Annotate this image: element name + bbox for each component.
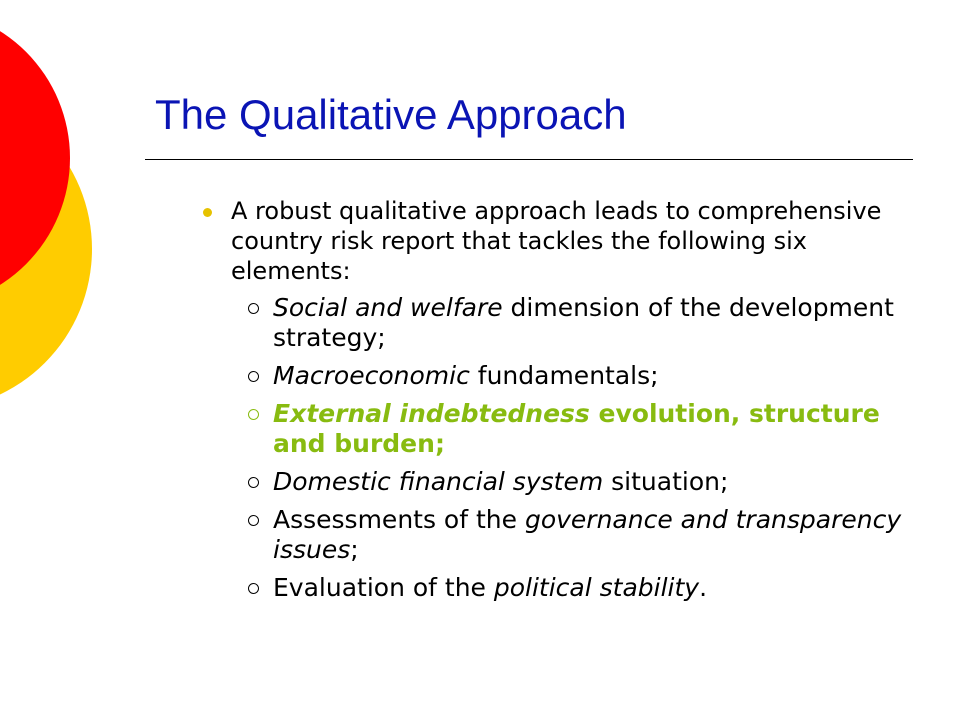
sub-point-text: dimension of the development strategy;: [273, 293, 894, 352]
sub-point-emphasis: Macroeconomic: [273, 361, 470, 390]
sub-point-text: situation;: [603, 467, 729, 496]
hollow-circle-bullet-icon: [248, 515, 259, 526]
sub-point-list: [245, 293, 915, 611]
sub-point-prefix: Assessments of the: [273, 505, 525, 534]
hollow-circle-bullet-icon: [248, 583, 259, 594]
hollow-circle-bullet-icon: [248, 371, 259, 382]
sub-point-macroeconomic: [245, 361, 915, 391]
sub-point-text: .: [699, 573, 708, 602]
sub-point-emphasis: political stability: [493, 573, 700, 602]
sub-point-emphasis: governance and transparency issues: [273, 505, 902, 564]
sub-point-external-indebtedness: [245, 399, 915, 459]
hollow-circle-bullet-icon: [248, 477, 259, 488]
sub-point-text: fundamentals;: [469, 361, 659, 390]
hollow-circle-bullet-icon: [248, 409, 259, 420]
sub-point-governance: [245, 505, 915, 565]
sub-point-emphasis: External indebtedness: [273, 399, 590, 428]
sub-point-emphasis: Social and welfare: [273, 293, 503, 322]
sub-point-social-welfare: [245, 293, 915, 353]
hollow-circle-bullet-icon: [248, 303, 259, 314]
sub-point-emphasis: Domestic financial system: [273, 467, 604, 496]
main-point-text: A robust qualitative approach leads to comprehensive country risk report that tackles the following six elements:: [231, 197, 882, 285]
title-divider: [145, 159, 913, 160]
sub-point-text: evolution, structure and burden;: [273, 399, 880, 458]
main-bullet-dot-icon: [203, 208, 212, 217]
sub-point-text: ;: [350, 535, 359, 564]
sub-point-domestic-financial: [245, 467, 915, 497]
sub-point-political-stability: [245, 573, 915, 603]
slide-title: The Qualitative Approach: [155, 91, 627, 138]
sub-point-prefix: Evaluation of the: [273, 573, 494, 602]
